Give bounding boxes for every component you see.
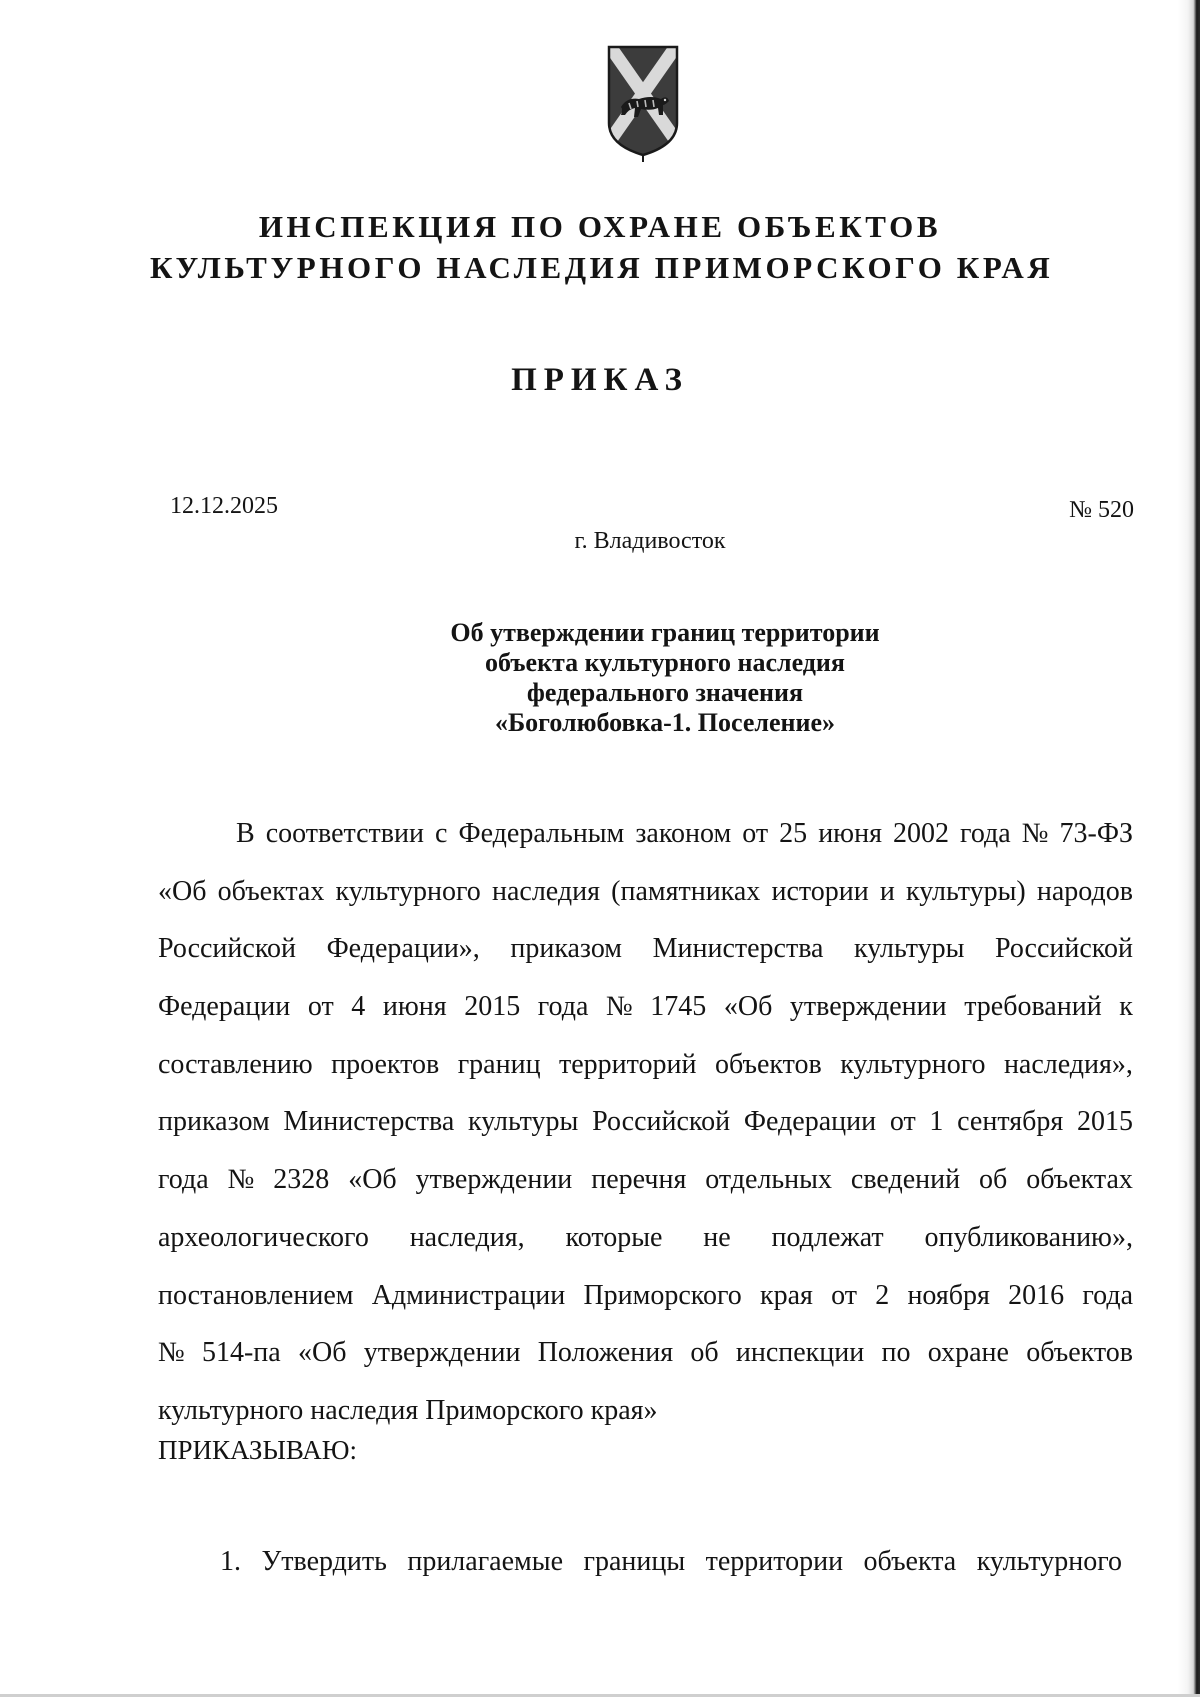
word: 2 xyxy=(875,1279,890,1311)
word: 2015 xyxy=(464,991,521,1023)
word: Федеральным xyxy=(458,818,625,849)
word: и xyxy=(879,875,895,907)
word: законом xyxy=(635,818,732,849)
word: от xyxy=(742,818,769,849)
word: постановлением xyxy=(158,1279,354,1311)
word: отдельных xyxy=(705,1164,832,1196)
word: Министерства xyxy=(652,933,824,965)
organization-title-line: КУЛЬТУРНОГО НАСЛЕДИЯ ПРИМОРСКОГО КРАЯ xyxy=(150,250,1054,285)
word: археологического xyxy=(158,1221,369,1253)
word: года xyxy=(537,991,589,1023)
word: к xyxy=(1119,991,1133,1023)
word: не xyxy=(703,1221,731,1253)
word: Российской xyxy=(158,933,296,965)
word: утверждении xyxy=(789,991,947,1023)
word: с xyxy=(435,818,448,849)
word: народов xyxy=(1036,875,1133,907)
word: № xyxy=(158,1337,185,1369)
word: 514-па xyxy=(201,1337,281,1369)
word: «Об xyxy=(348,1164,397,1196)
word: сведений xyxy=(850,1164,961,1196)
coat-of-arms-icon xyxy=(607,45,679,163)
word: Приморского xyxy=(583,1279,742,1311)
preamble-line xyxy=(158,920,1133,978)
word: объектов xyxy=(714,1048,822,1080)
preamble-line xyxy=(158,978,1133,1036)
word: территорий xyxy=(559,1048,697,1080)
word: наследия», xyxy=(1003,1048,1133,1080)
word: № xyxy=(227,1164,255,1196)
preamble-line xyxy=(158,1267,1133,1325)
word: № xyxy=(606,991,633,1023)
word: № xyxy=(1021,818,1049,849)
word: Российской xyxy=(592,1106,731,1138)
word: Министерства xyxy=(283,1106,455,1138)
word: от xyxy=(889,1106,916,1138)
word: Федерации xyxy=(743,1106,877,1138)
document-number: № 520 xyxy=(1069,497,1134,523)
word: территории xyxy=(705,1546,844,1577)
word: об xyxy=(690,1337,719,1369)
word: соответствии xyxy=(265,818,424,849)
word: наследия xyxy=(491,875,600,907)
preamble-line xyxy=(158,1093,1133,1151)
organization-title xyxy=(150,206,1054,288)
word: объектов xyxy=(1026,1337,1133,1369)
word: июня xyxy=(382,991,447,1023)
word: (памятниках xyxy=(611,875,761,907)
document-date: 12.12.2025 xyxy=(170,493,278,519)
issue-city: г. Владивосток xyxy=(574,528,726,554)
word: 1. xyxy=(220,1546,241,1577)
organization-title-line: ИНСПЕКЦИЯ ПО ОХРАНЕ ОБЪЕКТОВ xyxy=(258,209,942,244)
order-directive: ПРИКАЗЫВАЮ: xyxy=(158,1435,357,1465)
preamble-line xyxy=(158,805,1133,863)
word: 1745 xyxy=(650,991,707,1023)
word: культурного xyxy=(840,1048,986,1080)
word: утверждении xyxy=(415,1164,573,1196)
subject-line: федерального значения xyxy=(526,678,804,707)
document-subject xyxy=(365,618,965,738)
word: 2328 xyxy=(273,1164,330,1196)
word: инспекции xyxy=(735,1337,865,1369)
subject-line: объекта культурного наследия xyxy=(485,648,845,677)
word: границ xyxy=(457,1048,541,1080)
word: Федерации xyxy=(158,991,291,1023)
word: 4 xyxy=(351,991,366,1023)
word: культурного xyxy=(335,875,481,907)
word: утверждении xyxy=(363,1337,521,1369)
word: приказом xyxy=(158,1106,270,1138)
word: года xyxy=(960,818,1011,849)
word: «Об xyxy=(723,991,773,1023)
word: Положения xyxy=(537,1337,674,1369)
scan-edge xyxy=(1178,0,1200,1697)
word: которые xyxy=(565,1221,663,1253)
word: по xyxy=(881,1337,911,1369)
word: объектах xyxy=(1026,1164,1133,1196)
word: 2016 xyxy=(1008,1279,1065,1311)
word: наследия, xyxy=(409,1221,525,1253)
word: об xyxy=(979,1164,1008,1196)
preamble-line xyxy=(158,1036,1133,1094)
word: края xyxy=(759,1279,813,1311)
word: приказом xyxy=(510,933,623,965)
word: В xyxy=(236,818,255,849)
word: Российской xyxy=(994,933,1133,965)
document-type-heading: ПРИКАЗ xyxy=(511,362,689,398)
word: «Об xyxy=(158,875,207,907)
word: объекта xyxy=(863,1546,957,1577)
word: июня xyxy=(818,818,882,849)
word: года xyxy=(158,1164,209,1196)
word: охране xyxy=(927,1337,1009,1369)
word: границы xyxy=(583,1546,686,1577)
word: от xyxy=(307,991,334,1023)
word: от xyxy=(831,1279,857,1311)
word: истории xyxy=(771,875,869,907)
word: составлению xyxy=(158,1048,313,1080)
word: 2002 xyxy=(893,818,949,849)
word: прилагаемые xyxy=(407,1546,563,1577)
word: сентября xyxy=(957,1106,1064,1138)
word: 1 xyxy=(929,1106,944,1138)
word: культуры) xyxy=(906,875,1026,907)
word: Утвердить xyxy=(261,1546,387,1577)
word: культуры xyxy=(854,933,965,965)
word: объектах xyxy=(217,875,325,907)
list-item xyxy=(220,1546,1122,1578)
word: культурного xyxy=(976,1546,1122,1577)
word: года xyxy=(1082,1279,1133,1311)
word: «Об xyxy=(298,1337,347,1369)
word: культуры xyxy=(468,1106,579,1138)
word: требований xyxy=(964,991,1102,1023)
preamble-line xyxy=(158,1151,1133,1209)
preamble-line xyxy=(158,1324,1133,1382)
word: подлежат xyxy=(771,1221,884,1253)
word: опубликованию», xyxy=(924,1221,1133,1253)
preamble-line xyxy=(158,863,1133,921)
word: Администрации xyxy=(371,1279,566,1311)
preamble-line xyxy=(158,1209,1133,1267)
word: 25 xyxy=(779,818,808,849)
subject-line: Об утверждении границ территории xyxy=(450,618,880,647)
word: проектов xyxy=(331,1048,440,1080)
preamble-line: культурного наследия Приморского края» xyxy=(158,1394,658,1426)
word: перечня xyxy=(591,1164,687,1196)
word: Федерации», xyxy=(326,933,480,965)
subject-line: «Боголюбовка-1. Поселение» xyxy=(494,708,835,737)
word: 2015 xyxy=(1076,1106,1133,1138)
word: 73-ФЗ xyxy=(1059,818,1133,849)
word: ноября xyxy=(907,1279,990,1311)
preamble-paragraph xyxy=(158,805,1133,1440)
